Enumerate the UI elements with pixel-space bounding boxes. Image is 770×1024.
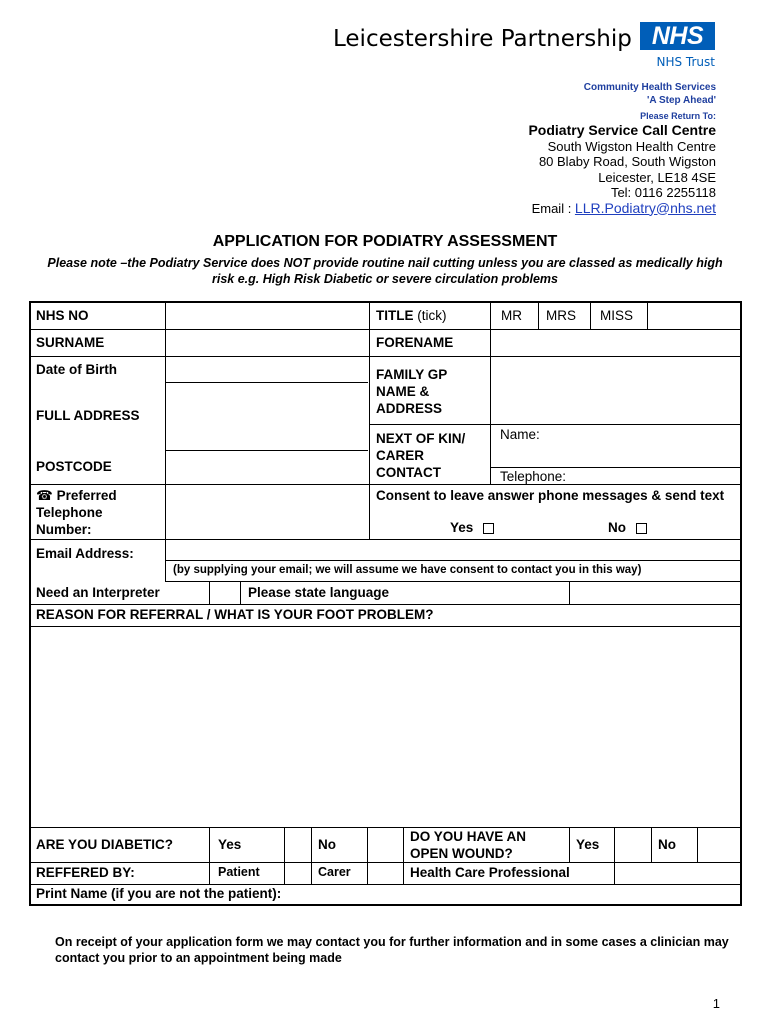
title-option-mrs[interactable]: MRS [546,308,576,323]
wound-yes-label: Yes [576,837,600,852]
return-address [430,123,716,216]
title-label [376,308,447,323]
next-of-kin-label: NEXT OF KIN/ CARER CONTACT [376,431,466,480]
referred-by-label: REFFERED BY: [36,865,135,880]
title-option-miss[interactable]: MISS [600,308,634,323]
print-name-field[interactable] [408,886,740,904]
consent-no[interactable] [608,520,647,535]
email-consent-note: (by supplying your email; we will assume we have consent to contact you in this way) [173,564,642,576]
referred-patient-label: Patient [218,865,260,879]
email-label: Email : [531,200,575,216]
diabetic-yes-label: Yes [218,837,242,852]
nok-telephone-label: Telephone: [500,469,567,484]
address-line: Leicester, LE18 4SE [598,169,716,185]
tagline: 'A Step Ahead' [646,95,716,106]
consent-no-checkbox[interactable] [636,523,647,534]
address-line: South Wigston Health Centre [547,138,716,154]
diabetic-label: ARE YOU DIABETIC? [36,837,174,852]
wound-no-box[interactable] [698,828,740,861]
title-option-mr[interactable]: MR [501,308,522,323]
address-line: 80 Blaby Road, South Wigston [538,154,716,169]
diabetic-no-label: No [318,837,336,852]
referred-hcp-label: Health Care Professional [410,865,570,880]
consent-no-label: No [608,520,626,535]
email-link[interactable]: LLR.Podiatry@nhs.net [574,199,716,216]
centre-name: Podiatry Service Call Centre [528,122,716,138]
title-label-text: TITLE [376,308,414,323]
preferred-telephone-text: Preferred Telephone Number: [36,488,117,537]
community-label: Community Health Services [583,82,716,93]
service-note: Please note –the Podiatry Service does NOT provide routine nail cutting unless you are classed as medically high risk e.g. High Risk Diabetic or severe circulation problems [47,256,723,286]
telephone: Tel: 0116 2255118 [610,185,716,200]
footer-note: On receipt of your application form we may contact you for further information and in some cases a clinician may contact you prior to an appointment being made [55,935,729,965]
postcode-label: POSTCODE [36,459,112,474]
return-label: Please Return To: [640,111,716,121]
interpreter-label: Need an Interpreter [36,585,160,600]
surname-label: SURNAME [36,335,105,350]
preferred-telephone-label [36,487,161,538]
forename-label: FORENAME [376,335,454,350]
org-name: Leicestershire Partnership [333,26,632,52]
nhs-no-label: NHS NO [36,308,89,323]
email-address-label: Email Address: [36,546,134,561]
nhs-logo: NHS [640,22,715,50]
page-title: APPLICATION FOR PODIATRY ASSESSMENT [212,233,558,250]
dob-label: Date of Birth [36,362,117,377]
open-wound-label: DO YOU HAVE AN OPEN WOUND? [410,829,527,861]
nok-name-label: Name: [500,427,540,442]
referral-reason-field[interactable] [31,628,740,825]
referred-carer-label: Carer [318,865,351,879]
full-address-label: FULL ADDRESS [36,408,140,423]
referral-reason-label: REASON FOR REFERRAL / WHAT IS YOUR FOOT PROBLEM? [36,607,434,622]
title-tick-hint: (tick) [417,308,447,323]
page-number: 1 [712,996,720,1011]
trust-name: NHS Trust [656,55,715,69]
wound-yes-box[interactable] [615,828,650,861]
telephone-icon: ☎ [36,488,53,503]
consent-label: Consent to leave answer phone messages & send text [376,488,725,503]
language-label: Please state language [248,585,390,600]
gp-label: FAMILY GP NAME & ADDRESS [376,367,448,416]
print-name-label: Print Name (if you are not the patient): [36,886,282,901]
diabetic-no-box[interactable] [368,828,402,861]
diabetic-yes-box[interactable] [285,828,310,861]
wound-no-label: No [658,837,676,852]
consent-yes[interactable] [450,520,494,535]
consent-yes-checkbox[interactable] [483,523,494,534]
consent-yes-label: Yes [450,520,474,535]
